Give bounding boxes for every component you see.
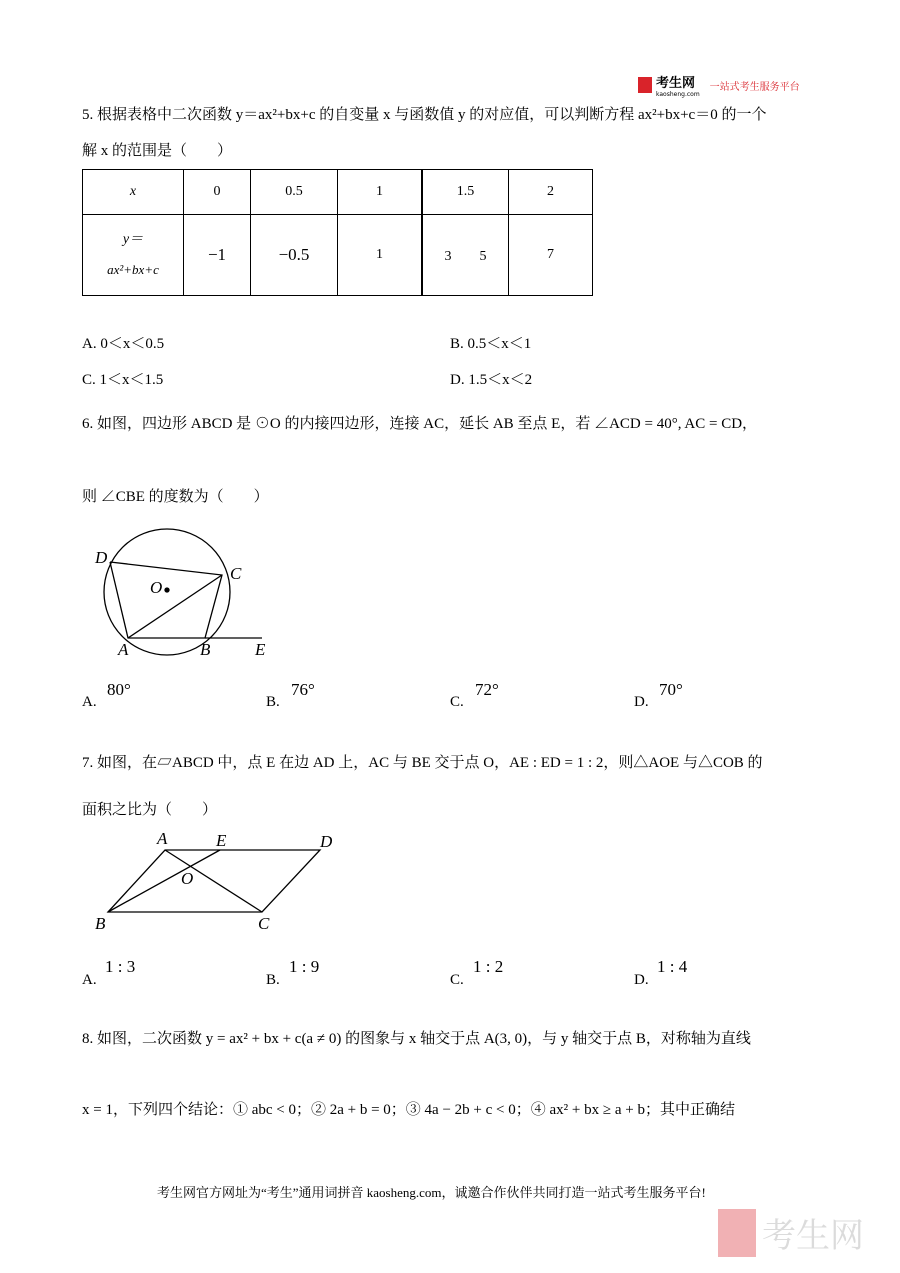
label-c: C — [230, 564, 242, 583]
q6-option-b[interactable]: B. — [266, 694, 280, 710]
table-cell: 7 — [509, 215, 593, 296]
label-e: E — [255, 640, 266, 659]
q6-option-b-value: 76° — [291, 680, 315, 699]
label-a: A — [118, 640, 129, 659]
q5-stem-line1: 5. 根据表格中二次函数 y＝ax²+bx+c 的自变量 x 与函数值 y 的对应值，可以判断方程 ax²+bx+c＝0 的一个 — [82, 107, 767, 123]
q5-option-a[interactable]: A. 0＜x＜0.5 — [82, 336, 165, 352]
label-a: A — [157, 829, 168, 848]
table-cell: 2 — [509, 170, 593, 215]
q7-option-b[interactable]: B. — [266, 972, 280, 988]
q5-option-c[interactable]: C. 1＜x＜1.5 — [82, 372, 164, 388]
q6-option-d-value: 70° — [659, 680, 683, 699]
table-cell: y＝ ax²+bx+c — [83, 215, 184, 296]
q5-option-b[interactable]: B. 0.5＜x＜1 — [450, 336, 532, 352]
label-e: E — [216, 831, 227, 850]
q6-stem-line2: 则 ∠CBE 的度数为（ ） — [82, 489, 269, 505]
table-cell: 1.5 — [422, 170, 509, 215]
q6-option-d[interactable]: D. — [634, 694, 649, 710]
q7-option-c-value: 1 : 2 — [473, 957, 504, 976]
q7-stem-line2: 面积之比为（ ） — [82, 802, 218, 818]
table-cell: 1 — [338, 170, 423, 215]
q7-option-d-value: 1 : 4 — [657, 957, 688, 976]
table-cell: 3 5 — [422, 215, 509, 296]
q6-option-c-value: 72° — [475, 680, 499, 699]
table-cell: 0 — [184, 170, 251, 215]
table-cell: x — [83, 170, 184, 215]
table-cell: −0.5 — [251, 215, 338, 296]
label-c: C — [258, 914, 270, 933]
q6-option-a[interactable]: A. — [82, 694, 97, 710]
q7-option-c[interactable]: C. — [450, 972, 464, 988]
q7-option-d[interactable]: D. — [634, 972, 649, 988]
label-o: O — [150, 578, 163, 597]
q6-stem-line1: 6. 如图，四边形 ABCD 是 ⊙O 的内接四边形，连接 AC，延长 AB 至点 E，若 ∠ACD = 40°, AC = CD， — [82, 416, 758, 432]
q7-stem-line1: 7. 如图，在▱ABCD 中，点 E 在边 AD 上，AC 与 BE 交于点 O，AE : ED = 1 : 2，则△AOE 与△COB 的 — [82, 755, 763, 771]
q7-option-a-value: 1 : 3 — [105, 957, 136, 976]
label-b: B — [95, 914, 106, 933]
watermark-icon — [718, 1209, 756, 1257]
label-o: O — [181, 869, 194, 888]
q5-option-d[interactable]: D. 1.5＜x＜2 — [450, 372, 533, 388]
label-d: D — [95, 548, 108, 567]
q8-stem-line1: 8. 如图，二次函数 y = ax² + bx + c(a ≠ 0) 的图象与 x 轴交于点 A(3, 0)，与 y 轴交于点 B，对称轴为直线 — [82, 1031, 751, 1047]
q7-option-b-value: 1 : 9 — [289, 957, 320, 976]
brand-url: kaosheng.com — [656, 91, 700, 98]
q7-figure — [108, 850, 320, 912]
label-b: B — [200, 640, 211, 659]
label-d: D — [320, 832, 333, 851]
q8-stem-line2: x = 1，下列四个结论：① abc < 0；② 2a + b = 0；③ 4a − 2b + c < 0；④ ax² + bx ≥ a + b；其中正确结 — [82, 1102, 735, 1118]
footer-text: 考生网官方网址为“考生”通用词拼音 kaosheng.com，诚邀合作伙伴共同打造一站式考生服务平台! — [157, 1185, 706, 1200]
watermark-logo: 考生网 — [718, 1208, 864, 1257]
q6-option-c[interactable]: C. — [450, 694, 464, 710]
header-slogan: 一站式考生服务平台 — [709, 81, 800, 93]
table-cell: 0.5 — [251, 170, 338, 215]
q6-figure — [104, 529, 262, 655]
q7-option-a[interactable]: A. — [82, 972, 97, 988]
table-cell: 1 — [338, 215, 423, 296]
table-cell: −1 — [184, 215, 251, 296]
q6-option-a-value: 80° — [107, 680, 131, 699]
q5-stem-line2: 解 x 的范围是（ ） — [82, 143, 233, 159]
brand-name: 考生网 — [656, 76, 696, 91]
